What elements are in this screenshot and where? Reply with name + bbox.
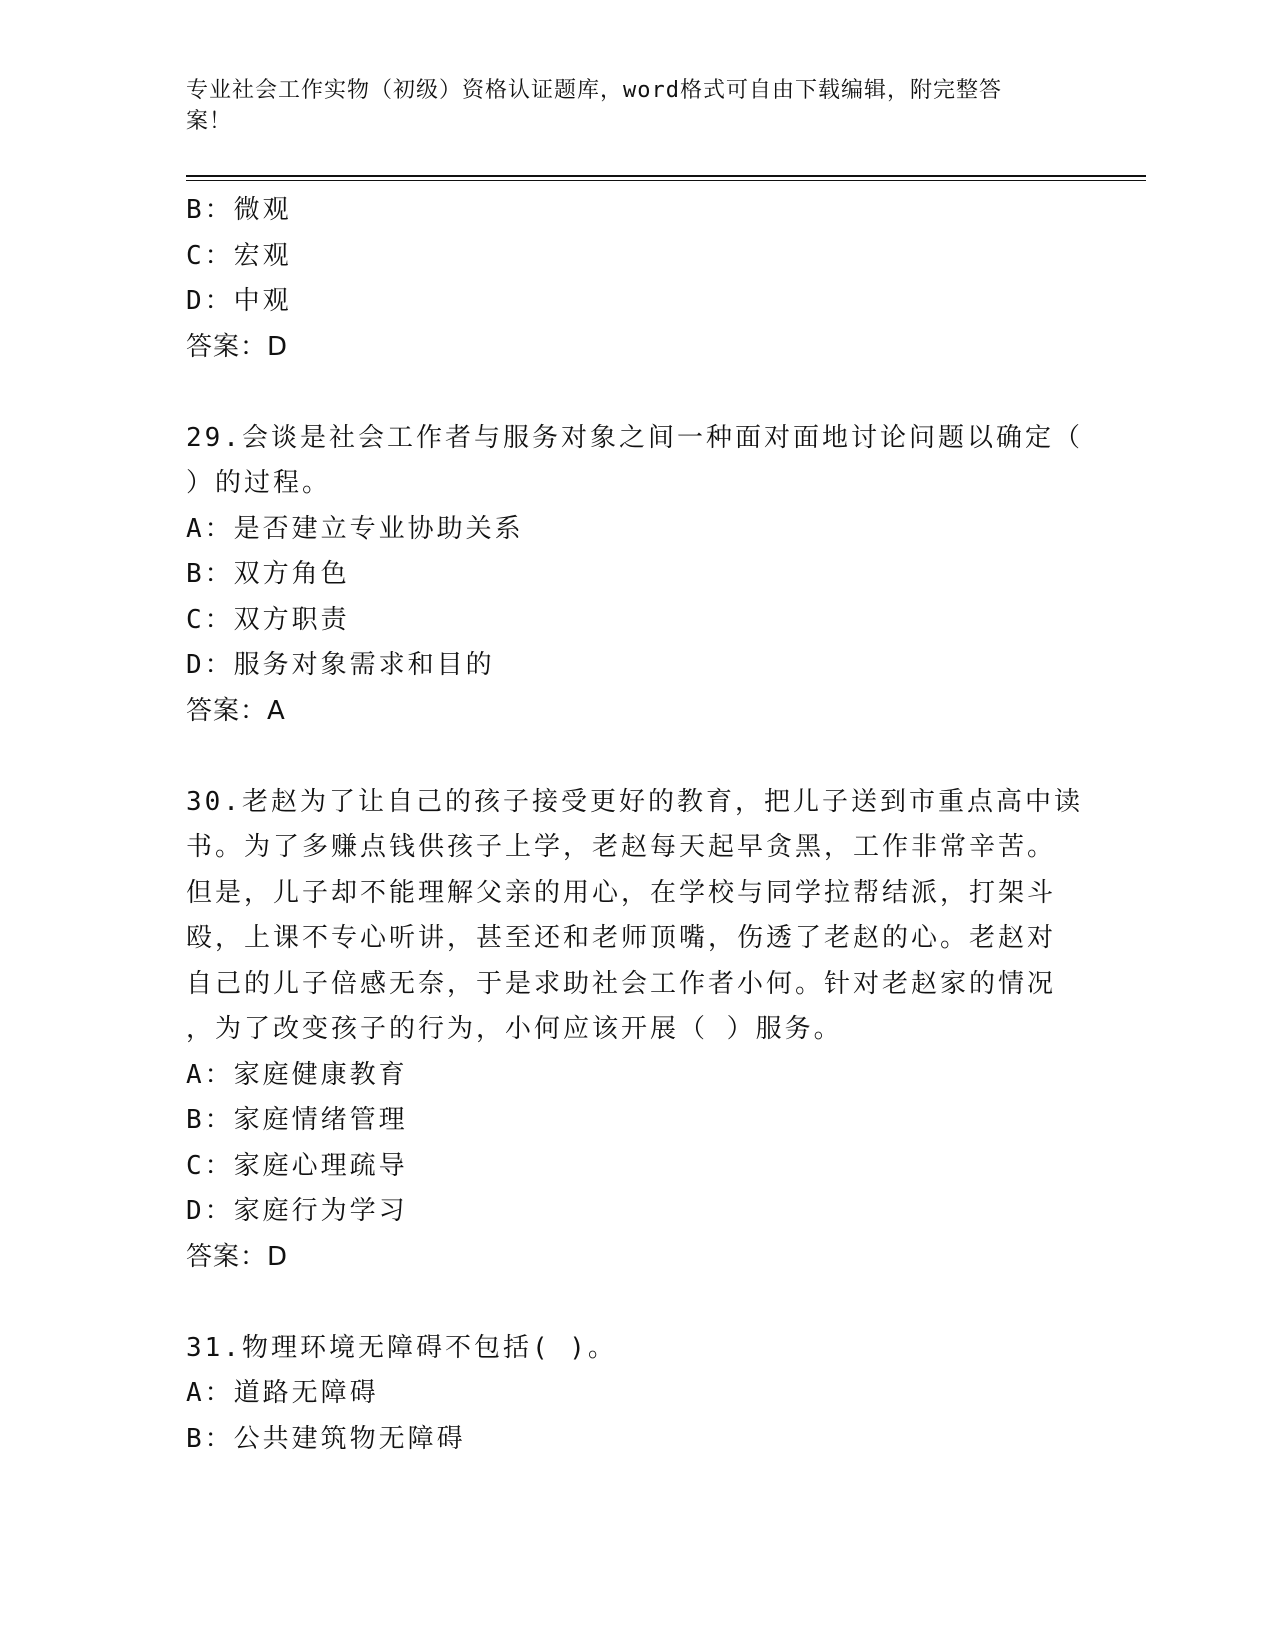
option-c: C：家庭心理疏导: [186, 1150, 408, 1181]
spacer: [186, 370, 1086, 416]
option-a: A：家庭健康教育: [186, 1059, 408, 1090]
option-b: B：家庭情绪管理: [186, 1105, 408, 1135]
option-c: C：双方职责: [186, 604, 350, 635]
question-stem: 31.物理环境无障碍不包括( )。: [186, 1332, 617, 1363]
option-b: B：公共建筑物无障碍: [186, 1423, 466, 1454]
option-d: D：家庭行为学习: [186, 1196, 408, 1226]
option-d: D：中观: [186, 286, 292, 316]
header-divider-thin: [186, 180, 1146, 181]
answer-line: 答案：D: [186, 331, 289, 362]
header-divider-thick: [186, 175, 1146, 177]
option-d: D：服务对象需求和目的: [186, 650, 495, 680]
question-stem: 但是，儿子却不能理解父亲的用心，在学校与同学拉帮结派，打架斗: [186, 877, 1057, 908]
question-stem: 殴，上课不专心听讲，甚至还和老师顶嘴，伤透了老赵的心。老赵对: [186, 923, 1057, 953]
question-31: [186, 1326, 1086, 1463]
document-header: [186, 75, 1066, 137]
option-b: B：微观: [186, 195, 292, 225]
question-29: [186, 416, 1086, 735]
question-stem: ，为了改变孩子的行为，小何应该开展（ ）服务。: [186, 1014, 843, 1044]
header-line-1: 专业社会工作实物（初级）资格认证题库，word格式可自由下载编辑，附完整答: [186, 78, 1002, 103]
option-b: B：双方角色: [186, 559, 350, 589]
spacer: [186, 734, 1086, 780]
answer-line: 答案：D: [186, 1241, 289, 1272]
question-stem: 书。为了多赚点钱供孩子上学，老赵每天起早贪黑，工作非常辛苦。: [186, 832, 1057, 862]
question-stem: ）的过程。: [186, 468, 332, 498]
question-stem: 29.会谈是社会工作者与服务对象之间一种面对面地讨论问题以确定（: [186, 422, 1083, 453]
header-line-2: 案！: [186, 109, 233, 134]
question-list: [186, 188, 1086, 1462]
question-30: [186, 780, 1086, 1281]
option-a: A：道路无障碍: [186, 1378, 379, 1408]
answer-line: 答案：A: [186, 695, 286, 726]
spacer: [186, 1280, 1086, 1326]
option-c: C：宏观: [186, 240, 292, 271]
option-a: A：是否建立专业协助关系: [186, 513, 524, 544]
question-28: [186, 188, 1086, 370]
question-stem: 自己的儿子倍感无奈，于是求助社会工作者小何。针对老赵家的情况: [186, 968, 1057, 999]
question-stem: 30.老赵为了让自己的孩子接受更好的教育，把儿子送到市重点高中读: [186, 786, 1083, 817]
